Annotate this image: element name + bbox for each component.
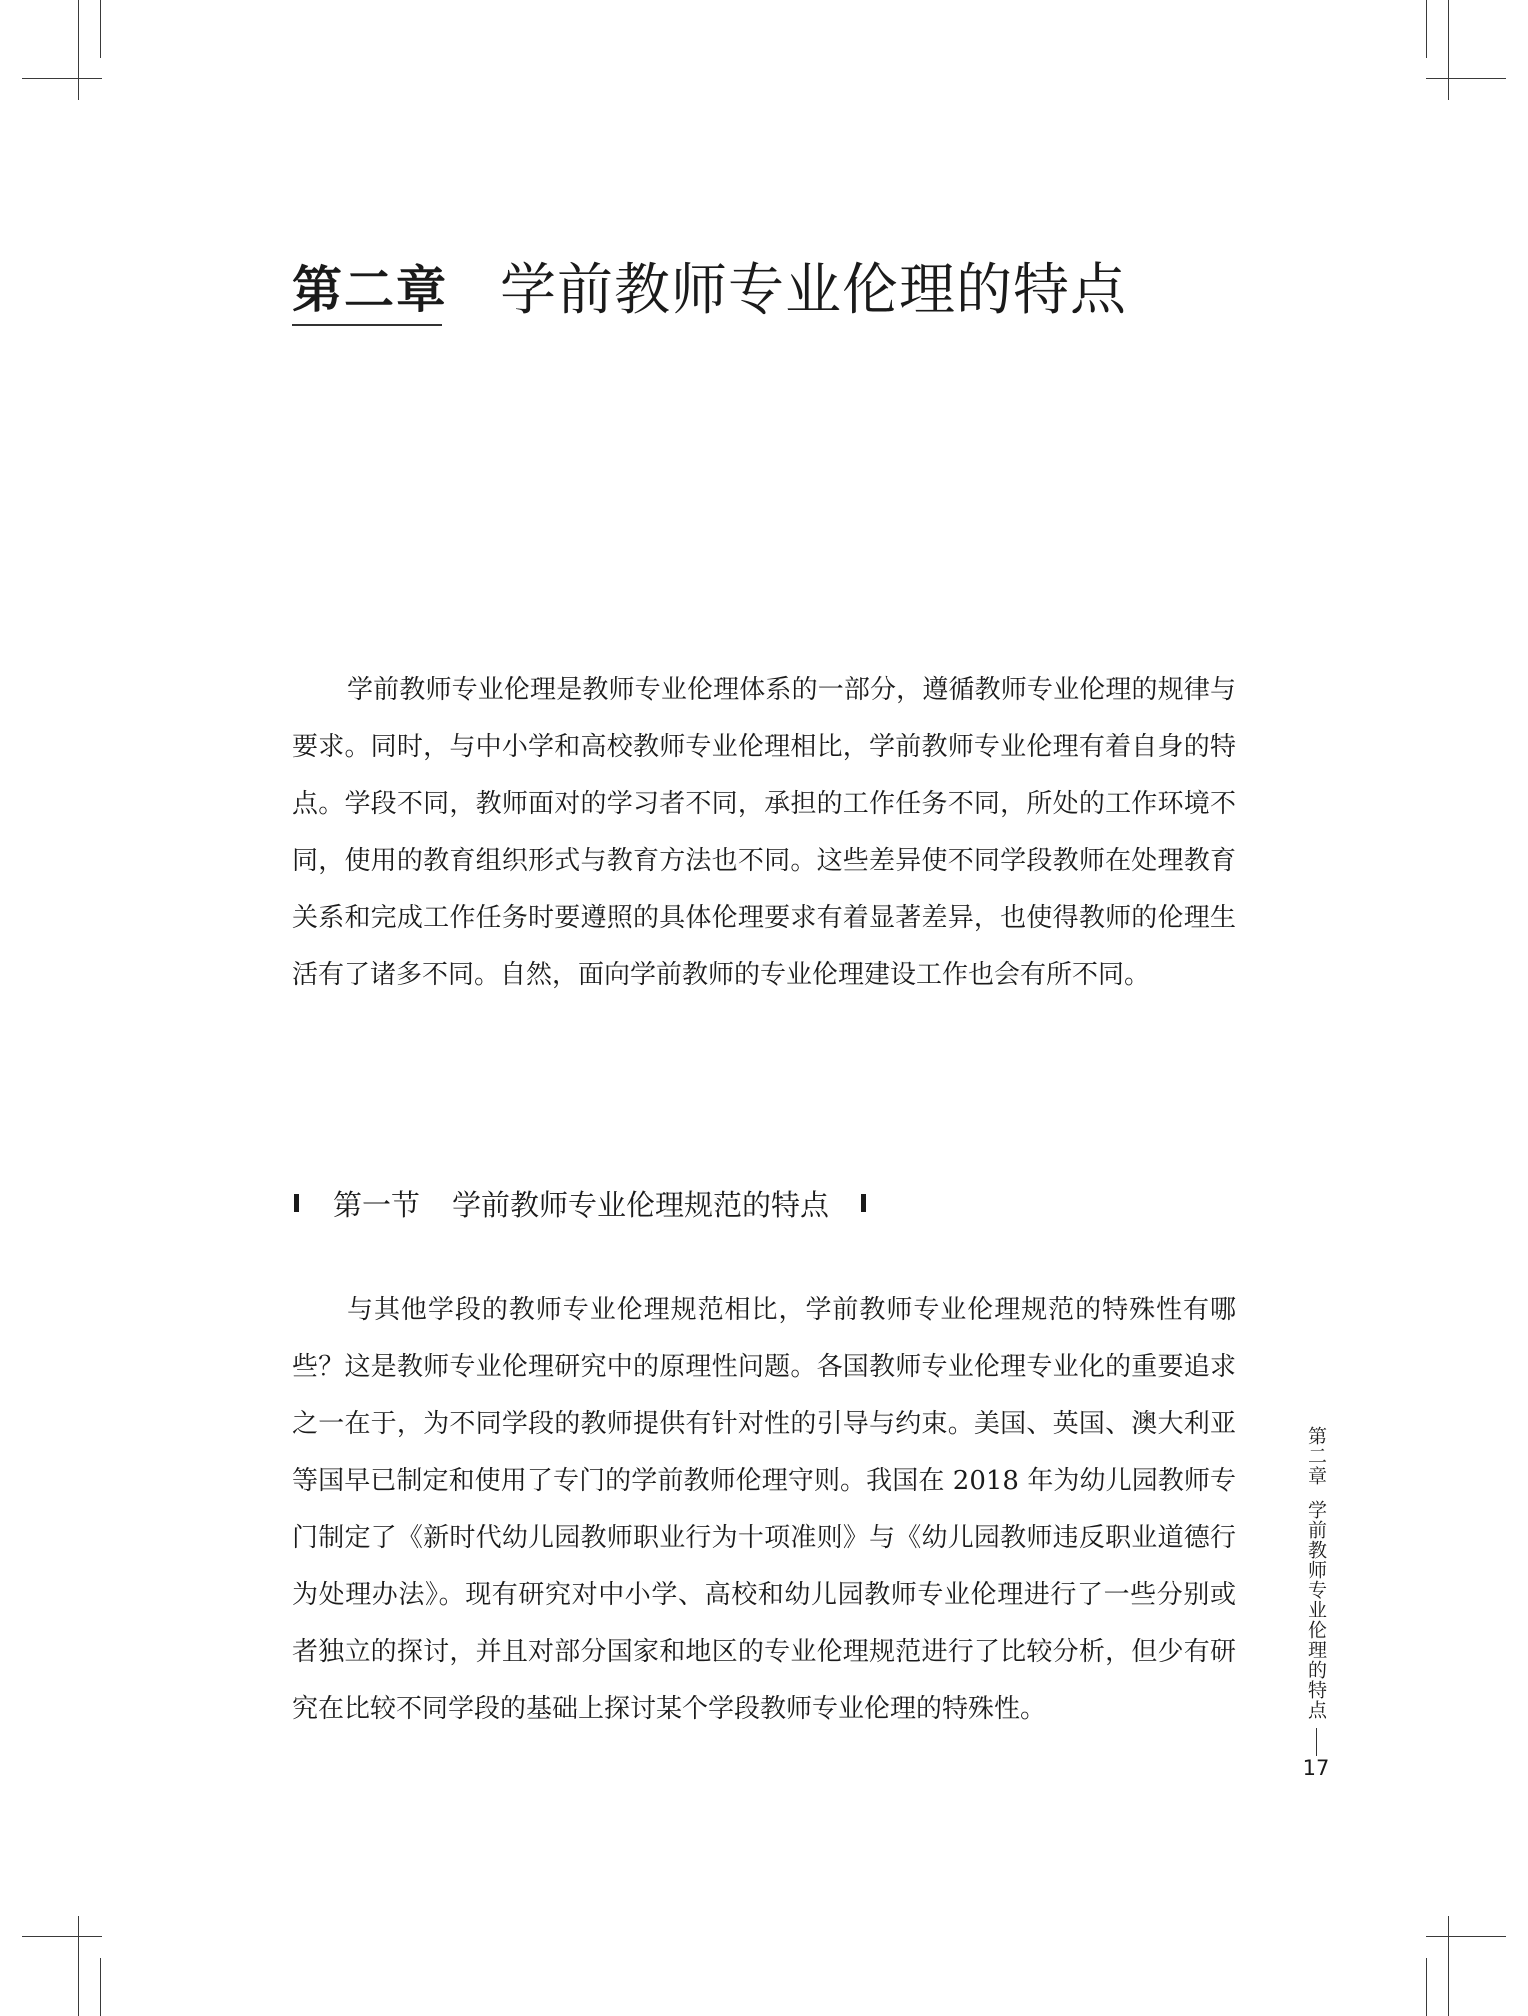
crop-mark-top-right-horizontal [1426, 78, 1506, 79]
section-marker-left [294, 1194, 299, 1212]
crop-mark-bottom-right-vertical-outer [1426, 1958, 1427, 2016]
running-head-title: 学前教师专业伦理的特点 [1305, 1500, 1327, 1720]
crop-mark-bottom-right-vertical [1448, 1916, 1449, 2016]
page-number: 17 [1302, 1756, 1330, 1780]
crop-mark-top-right-vertical [1448, 0, 1449, 100]
section-heading [294, 1178, 866, 1228]
crop-mark-bottom-left-vertical [78, 1916, 79, 2016]
running-head [1300, 1426, 1332, 1756]
crop-mark-top-left-horizontal [22, 78, 102, 79]
running-head-rule [1316, 1728, 1317, 1756]
section-paragraph: 与其他学段的教师专业伦理规范相比，学前教师专业伦理规范的特殊性有哪些？这是教师专业伦理研究中的原理性问题。各国教师专业伦理专业化的重要追求之一在于，为不同学段的教师提供有针对性的引导与约束。美国、英国、澳大利亚等国早已制定和使用了专门的学前教师伦理守则。我国在 2018 年为幼儿园教师专门制定了《新时代幼儿园教师职业行为十项准则》与《幼儿园教师违反职业道德行为处理办法》。现有研究对中小学、高校和幼儿园教师专业伦理进行了一些分别或者独立的探讨，并且对部分国家和地区的专业伦理规范进行了比较分析，但少有研究在比较不同学段的基础上探讨某个学段教师专业伦理的特殊性。 [292, 1295, 1236, 1724]
section-marker-right [861, 1194, 866, 1212]
intro-paragraph: 学前教师专业伦理是教师专业伦理体系的一部分，遵循教师专业伦理的规律与要求。同时，与中小学和高校教师专业伦理相比，学前教师专业伦理有着自身的特点。学段不同，教师面对的学习者不同，承担的工作任务不同，所处的工作环境不同，使用的教育组织形式与教育方法也不同。这些差异使不同学段教师在处理教育关系和完成工作任务时要遵照的具体伦理要求有着显著差异，也使得教师的伦理生活有了诸多不同。自然，面向学前教师的专业伦理建设工作也会有所不同。 [292, 675, 1236, 990]
crop-mark-top-right-vertical-outer [1426, 0, 1427, 58]
crop-mark-top-left-vertical [78, 0, 79, 100]
chapter-label: 第二章 [292, 261, 448, 319]
running-head-chapter: 第二章 [1305, 1426, 1327, 1486]
chapter-name: 学前教师专业伦理的特点 [500, 258, 1127, 323]
section-label: 第一节 [333, 1187, 421, 1222]
chapter-label-underline [292, 324, 442, 326]
section-name: 学前教师专业伦理规范的特点 [452, 1187, 830, 1222]
crop-mark-top-left-vertical-outer [100, 0, 101, 58]
crop-mark-bottom-left-vertical-outer [100, 1958, 101, 2016]
chapter-title [292, 236, 1127, 336]
crop-mark-bottom-right-horizontal [1426, 1936, 1506, 1937]
crop-mark-bottom-left-horizontal [22, 1936, 102, 1937]
